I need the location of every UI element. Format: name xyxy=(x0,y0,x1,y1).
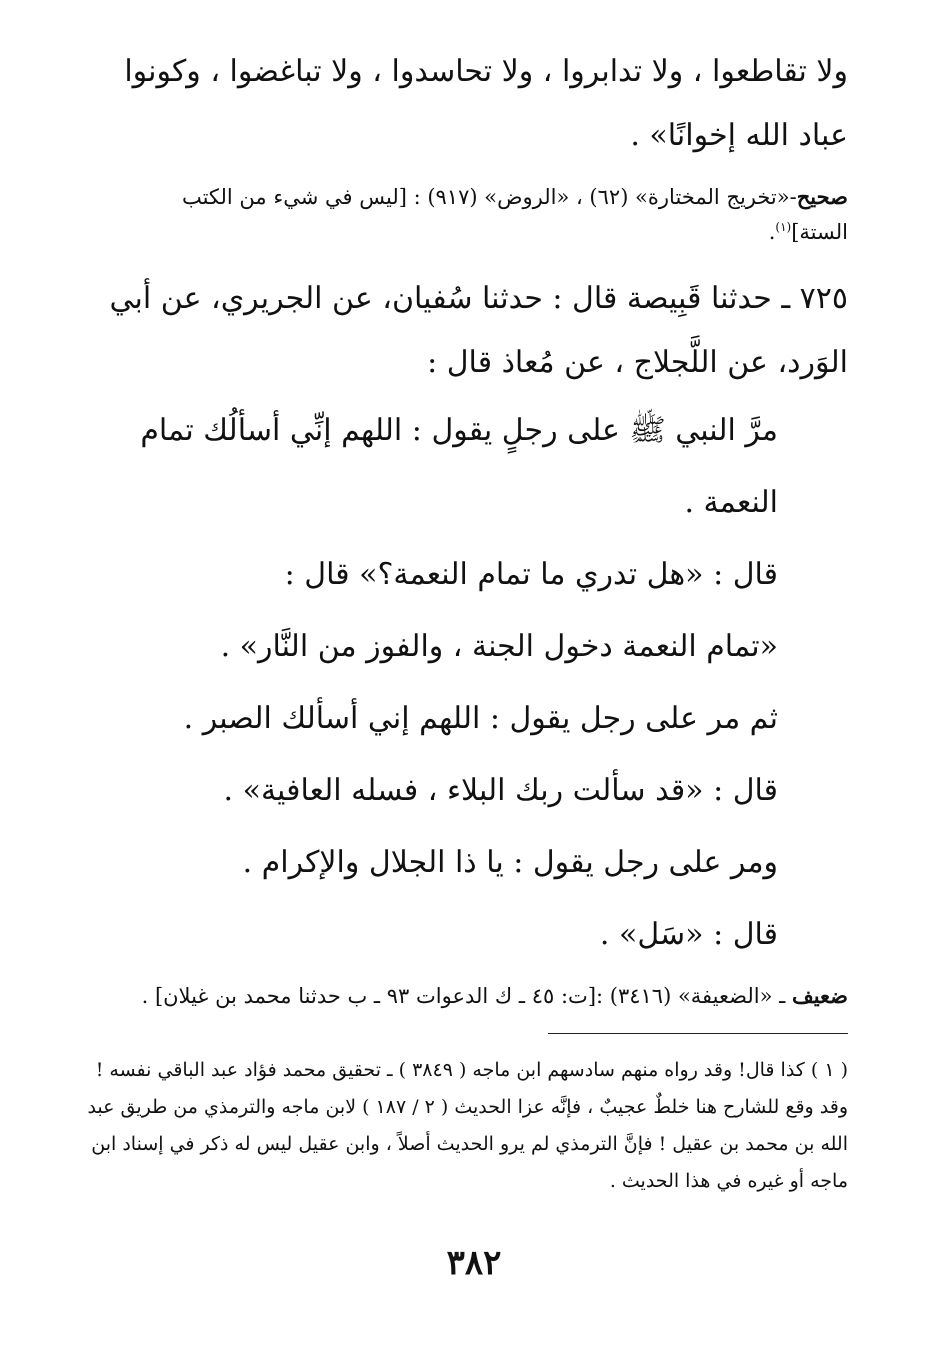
hadith-line: ثم مر على رجل يقول : اللهم إني أسألك الصبر . xyxy=(183,701,778,736)
page-number: ٣٨٢ xyxy=(446,1243,502,1283)
grade-label-daif: ضعيف xyxy=(791,983,848,1008)
page-content xyxy=(72,40,848,1200)
footnote-ref: (١) xyxy=(775,220,792,234)
footnote-block xyxy=(72,1052,848,1200)
footnote-divider xyxy=(548,1033,848,1034)
hadith-line: ومر على رجل يقول : يا ذا الجلال والإكرام . xyxy=(242,845,778,880)
grade-text-2: ـ «الضعيفة» (٣٤١٦) :[ت: ٤٥ ـ ك الدعوات ٩٣ ـ ب حدثنا محمد بن غيلان] . xyxy=(141,984,786,1008)
footnote-line: وقد وقع للشارح هنا خلطٌ عجيبٌ ، فإنَّه عزا الحديث ( ٢ / ١٨٧ ) لابن ماجه والترمذي من طريق عبد xyxy=(87,1096,848,1118)
grade-note-1: صحيح-«تخريج المختارة» (٦٢) ، «الروض» (٩١٧) : [ليس في شيء من الكتب الستة]$^{(١)}$. xyxy=(181,184,848,244)
hadith-line: قال : «قد سألت ربك البلاء ، فسله العافية» . xyxy=(223,773,778,808)
hadith-line: قال : «سَل» . xyxy=(599,917,778,952)
hadith-header-line-1: ٧٢٥ ـ حدثنا قَبِيصة قال : حدثنا سُفيان، عن الجريري، عن أبي xyxy=(109,281,848,316)
hadith-body xyxy=(72,395,778,971)
hadith-line: «تمام النعمة دخول الجنة ، والفوز من النَّار» . xyxy=(220,629,778,664)
footnote-line: ( ١ ) كذا قال! وقد رواه منهم سادسهم ابن ماجه ( ٣٨٤٩ ) ـ تحقيق محمد فؤاد عبد الباقي نفسه ! xyxy=(95,1059,848,1081)
footnote-line: الله بن محمد بن عقيل ! فإنَّ الترمذي لم يرو الحديث أصلاً ، وابن عقيل ليس له ذكر في إسناد ابن xyxy=(91,1133,848,1155)
footnote-line: ماجه أو غيره في هذا الحديث . xyxy=(609,1170,848,1192)
hadith-line: مرَّ النبي ﷺ على رجلٍ يقول : اللهم إنِّي أسألُك تمام النعمة . xyxy=(140,413,778,520)
intro-line-2: عباد الله إخوانًا» . xyxy=(630,118,848,153)
grade-note-2 xyxy=(72,981,848,1011)
grade-text-1b: الستة] xyxy=(791,220,848,244)
intro-line-1: ولا تقاطعوا ، ولا تدابروا ، ولا تحاسدوا ، ولا تباغضوا ، وكونوا xyxy=(124,54,848,89)
grade-text-1: -«تخريج المختارة» (٦٢) ، «الروض» (٩١٧) : [ليس في شيء من الكتب xyxy=(181,185,797,209)
hadith-line: قال : «هل تدري ما تمام النعمة؟» قال : xyxy=(284,557,778,592)
grade-label-sahih: صحيح xyxy=(796,184,848,209)
hadith-header-line-2: الوَرد، عن اللَّجلاج ، عن مُعاذ قال : xyxy=(427,345,848,380)
